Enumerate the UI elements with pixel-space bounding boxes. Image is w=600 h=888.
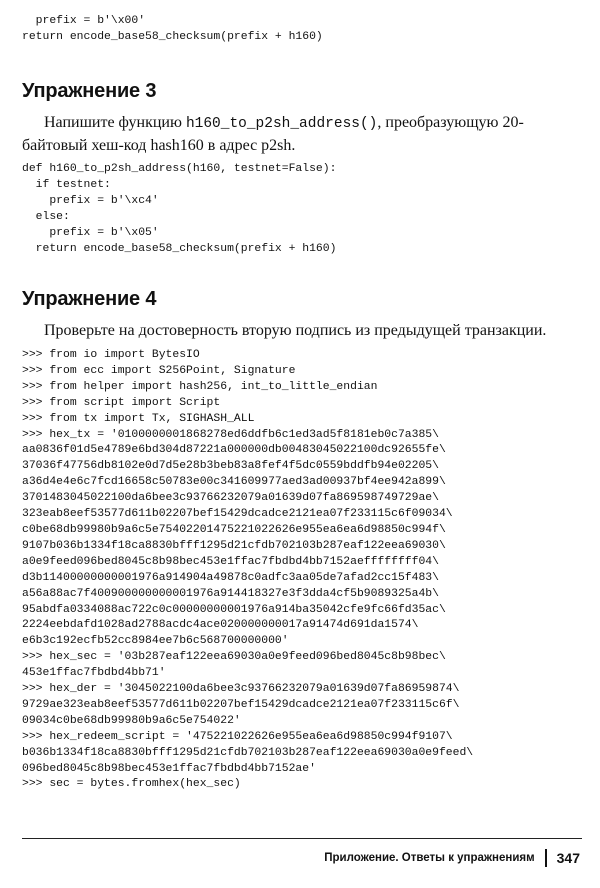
exercise-3-text: [22, 112, 582, 157]
exercise-4-code: >>> from io import BytesIO >>> from ecc import S256Point, Signature >>> from helper import hash256, int_to_little_endian >>> from script import Script >>> from tx import Tx, SIGHASH_ALL >>> hex_tx = '0100000001868278ed6ddfb6c1ed3ad5f8181eb0c7a385\ aa0836f01d5e4789e6bd304d87221a000000db00483045022100dc92655fe\ 37036f47756db8102e0d7d5e28b3beb83a8fef4f5dc0559bddfb94e02205\ a36d4e4e6c7fcd16658c50783e00c341609977aed3ad00937bf4ee942a899\ 3701483045022100da6bee3c93766232079a01639d07fa869598749729ae\ 323eab8eef53577d611b02207bef15429dcadce2121ea07f233115c6f09034\ c0be68db99980b9a6c5e754022014752210226​26e955ea6ea6d98850c994f\ 9107b036b1334f18ca8830bfff1295d21cfdb702103b287eaf122eea69030\ a0e9feed096bed8045c8b98bec453e1ffac7fbdbd4bb7152aeffffffff04\ d3b11400000000001976a914904a49878c0adfc3aa05de7afad2cc15f483\ a56a88ac7f400900000000001976a914418327e3f3dda4cf5b9089325a4b\ 95abdfa0334088ac722c0c00000000001976a914ba35042cfe9fc66fd35ac\ 2224eebdafd1028ad2788acdc4ace020000000017a91474d691da1574\ e6b3c192ecfb52cc8984ee7b6c568700000000' >>> hex_sec = '03b287eaf122eea69030a0e9feed096bed8045c8b98bec\ 453e1ffac7fbdbd4bb71' >>> hex_der = '3045022100da6bee3c93766232079a01639d07fa86959874\ 9729ae323eab8eef53577d611b02207bef15429dcadce2121ea07f233115c6f\ 09034c0be68db99980b9a6c5e754022' >>> hex_redeem_script = '475221022626e955ea6ea6d98850c994f9107\ b036b1334f18ca8830bfff1295d21cfdb702103b287eaf122eea69030a0e9feed\ 096bed8045c8b98bec453e1ffac7fbdbd4bb7152ae' >>> sec = bytes.fromhex(hex_sec): [22, 349, 474, 791]
exercise-4-text: Проверьте на достоверность вторую подпись из предыдущей транзакции.: [44, 322, 547, 339]
exercise-4-heading: Упражнение 4: [22, 288, 157, 310]
exercise-3-text-post: , преобразующую 20-байтовый хеш-код hash160 в адрес p2sh.: [22, 114, 524, 154]
exercise-3-code: def h160_to_p2sh_address(h160, testnet=False): if testnet: prefix = b'\xc4' else: prefix = b'\x05' return encode_base58_checksum(prefix + h160): [22, 163, 337, 255]
exercise-3-text-pre: Напишите функцию: [44, 114, 186, 131]
page-footer: [324, 848, 580, 868]
exercise-3-heading: Упражнение 3: [22, 80, 157, 102]
page-number: 347: [556, 850, 580, 866]
footer-chapter-title: Приложение. Ответы к упражнениям: [324, 852, 535, 864]
footer-separator: [545, 849, 547, 867]
footer-divider: [22, 838, 582, 839]
exercise-3-function-name: h160_to_p2sh_address(): [185, 116, 378, 132]
code-block-previous: prefix = b'\x00' return encode_base58_checksum(prefix + h160): [22, 15, 323, 43]
